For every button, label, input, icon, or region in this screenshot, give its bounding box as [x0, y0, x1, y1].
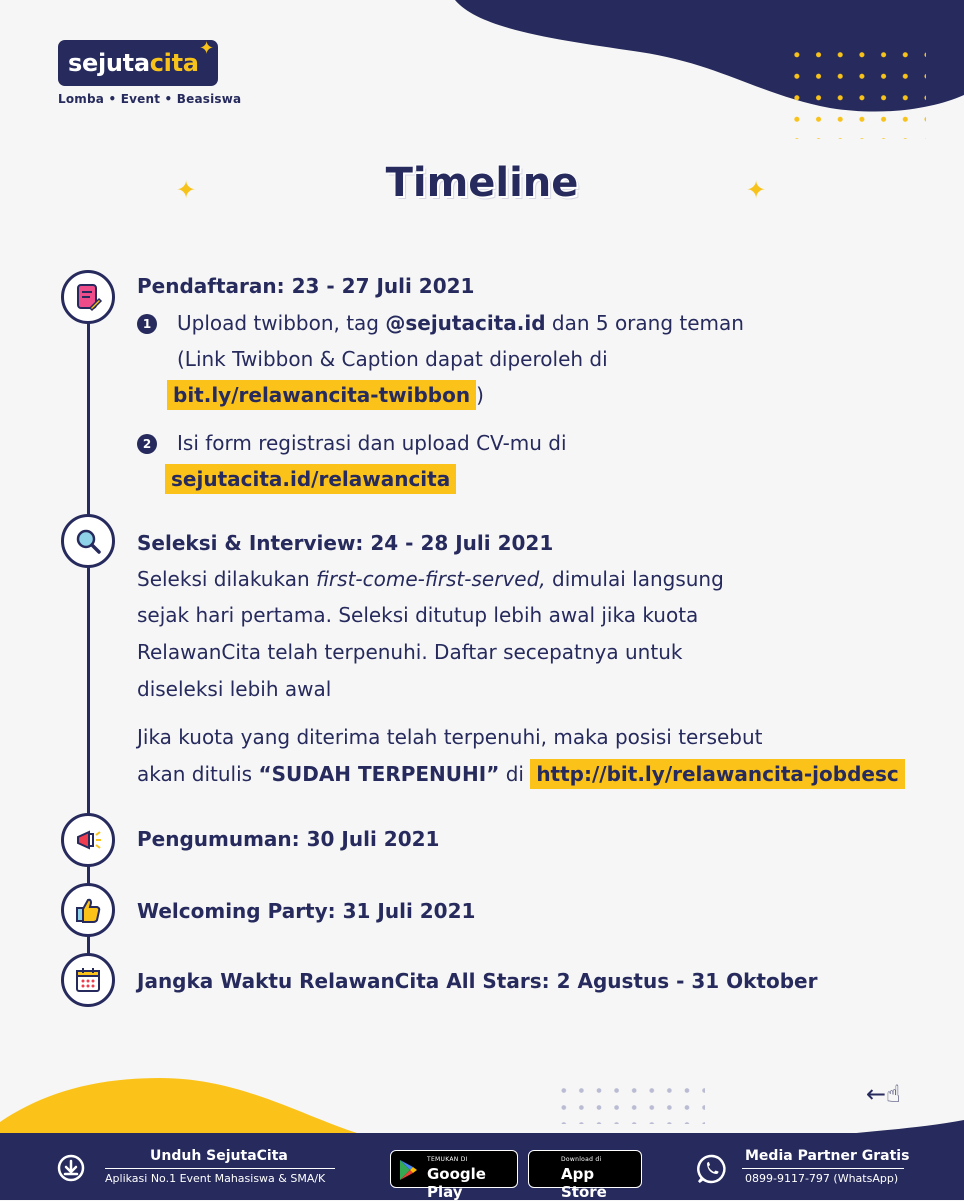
sparkle-icon: ✦: [746, 176, 767, 204]
sejutacita-logo: sejutacita: [58, 40, 218, 86]
app-store-button[interactable]: Download di App Store: [528, 1150, 642, 1188]
thumbs-up-icon: [61, 883, 115, 937]
registration-link-row: [165, 467, 456, 491]
twibbon-link[interactable]: bit.ly/relawancita-twibbon: [167, 380, 476, 410]
calendar-icon: [61, 953, 115, 1007]
step-number: 1: [137, 314, 157, 334]
twibbon-link-row: bit.ly/relawancita-twibbon ): [167, 383, 484, 407]
google-play-icon: [398, 1159, 418, 1181]
dot-grid-decoration: [555, 1082, 705, 1124]
step-heading: Seleksi & Interview: 24 - 28 Juli 2021: [137, 531, 554, 555]
media-partner-title: Media Partner Gratis: [745, 1148, 910, 1164]
step-heading: Pengumuman: 30 Juli 2021: [137, 827, 440, 851]
download-title: Unduh SejutaCita: [150, 1148, 288, 1164]
step-text: RelawanCita telah terpenuhi. Daftar secepatnya untuk: [137, 640, 683, 664]
step-text: akan ditulis “SUDAH TERPENUHI” di http://bit.ly/relawancita-jobdesc: [137, 762, 905, 786]
page-title: Timeline: [385, 160, 579, 206]
sparkle-icon: ✦: [199, 38, 215, 59]
whatsapp-icon: [696, 1153, 728, 1185]
megaphone-icon: [61, 813, 115, 867]
step-heading: Welcoming Party: 31 Juli 2021: [137, 899, 476, 923]
step-number: 2: [137, 434, 157, 454]
divider: [105, 1168, 335, 1169]
jobdesc-link[interactable]: http://bit.ly/relawancita-jobdesc: [530, 759, 904, 789]
step-text: (Link Twibbon & Caption dapat diperoleh di: [177, 347, 608, 371]
download-icon: [56, 1153, 86, 1183]
divider: [742, 1168, 904, 1169]
step-heading: Pendaftaran: 23 - 27 Juli 2021: [137, 274, 475, 298]
step-heading: Jangka Waktu RelawanCita All Stars: 2 Agustus - 31 Oktober: [137, 969, 818, 993]
logo-tagline: Lomba • Event • Beasiswa: [58, 92, 242, 106]
swipe-hand-icon: ←☝: [866, 1080, 901, 1108]
step-text: Isi form registrasi dan upload CV-mu di: [177, 431, 567, 455]
media-partner-phone[interactable]: 0899-9117-797 (WhatsApp): [745, 1172, 899, 1185]
form-icon: [61, 270, 115, 324]
step-text: Seleksi dilakukan first-come-first-served, dimulai langsung: [137, 567, 724, 591]
step-text: Jika kuota yang diterima telah terpenuhi, maka posisi tersebut: [137, 725, 763, 749]
search-icon: [61, 514, 115, 568]
google-play-button[interactable]: TEMUKAN DI Google Play: [390, 1150, 518, 1188]
bottom-wave-decoration: [0, 1060, 964, 1140]
step-text: diseleksi lebih awal: [137, 677, 332, 701]
registration-link[interactable]: sejutacita.id/relawancita: [165, 464, 456, 494]
step-text: Upload twibbon, tag @sejutacita.id dan 5 orang teman: [177, 311, 744, 335]
dot-grid-decoration: [786, 44, 926, 139]
step-text: sejak hari pertama. Seleksi ditutup lebih awal jika kuota: [137, 603, 699, 627]
download-subtitle: Aplikasi No.1 Event Mahasiswa & SMA/K: [105, 1172, 326, 1185]
sparkle-icon: ✦: [176, 176, 197, 204]
